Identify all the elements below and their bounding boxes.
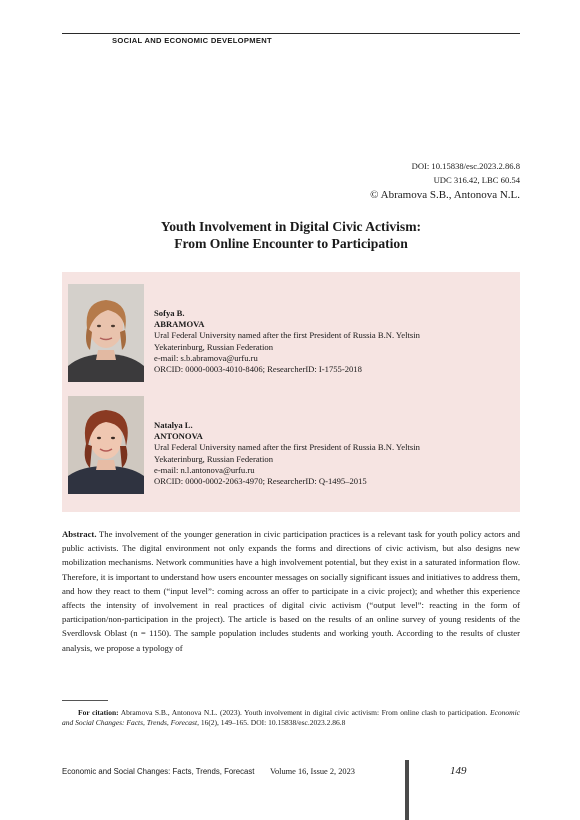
author-photo <box>68 284 144 382</box>
footer-bar <box>405 760 409 820</box>
author-last-name: ABRAMOVA <box>154 319 205 330</box>
author-first-name: Natalya L. <box>154 420 193 430</box>
author-ids: ORCID: 0000-0003-4010-8406; ResearcherID: I-1755-2018 <box>154 364 362 375</box>
author-info <box>154 308 514 375</box>
citation-journal: Economic and Social Changes: Facts, Trends, Forecast <box>62 708 520 728</box>
citation-label: For citation: <box>78 708 119 717</box>
portrait-image <box>68 284 144 382</box>
abstract <box>62 527 520 655</box>
author-email[interactable]: e-mail: s.b.abramova@urfu.ru <box>154 352 258 363</box>
author-first-name: Sofya B. <box>154 308 185 318</box>
footer-volume: Volume 16, Issue 2, 2023 <box>270 767 355 776</box>
author-location: Yekaterinburg, Russian Federation <box>154 453 274 464</box>
page-footer <box>62 767 520 781</box>
page-number: 149 <box>450 765 467 777</box>
doi: DOI: 10.15838/esc.2023.2.86.8 <box>411 161 520 171</box>
abstract-text: The involvement of the younger generation in civic participation practices is a relevant task for youth policy actors and public activists. The digital environment not only expands the forms and directions of civic activism, but also designs new mobilization mechanisms. Network communities have a high involvement potential, but they exist in a saturated information flow. Therefore, it is important to understand how users encounter messages on socially significant issues and initiatives to address them, and how they react to them (“input level”: coming across an offer to participate in a civic project); and whether this experience affects the intensity of involvement in real practices of digital civic activism (“output level”: reacting in the form of participation/non-participation in the project). The article is based on the results of an online survey of young residents of the Sverdlovsk Oblast (n = 1150). The sample population includes students and working youth. According to the results of cluster analysis, we propose a typology of <box>62 529 521 653</box>
author-ids: ORCID: 0000-0002-2063-4970; ResearcherID: Q-1495–2015 <box>154 476 367 487</box>
header-rule <box>62 33 520 34</box>
author-last-name: ANTONOVA <box>154 431 203 442</box>
udc: UDC 316.42, LBC 60.54 <box>433 174 520 185</box>
author-affiliation: Ural Federal University named after the first President of Russia B.N. Yeltsin <box>154 330 420 341</box>
authors-panel <box>62 272 520 512</box>
author-info <box>154 420 514 487</box>
author-photo <box>68 396 144 494</box>
copyright: © Abramova S.B., Antonova N.L. <box>370 189 520 201</box>
section-label: SOCIAL AND ECONOMIC DEVELOPMENT <box>112 36 272 45</box>
abstract-label: Abstract. <box>62 529 97 539</box>
author-affiliation: Ural Federal University named after the first President of Russia B.N. Yeltsin <box>154 442 420 453</box>
citation-details: , 16(2), 149–165. DOI: 10.15838/esc.2023.2.86.8 <box>197 718 346 728</box>
article-title <box>62 218 520 252</box>
footer-journal: Economic and Social Changes: Facts, Trends, Forecast <box>62 767 255 776</box>
footnote-rule <box>62 700 108 701</box>
citation-text: Abramova S.B., Antonova N.L. (2023). Youth involvement in digital civic activism: From online clash to participation. <box>120 708 488 717</box>
portrait-image <box>68 396 144 494</box>
author-location: Yekaterinburg, Russian Federation <box>154 341 274 352</box>
author-email[interactable]: e-mail: n.l.antonova@urfu.ru <box>154 464 255 475</box>
citation <box>62 708 520 729</box>
title-line-1: Youth Involvement in Digital Civic Activism: <box>160 219 422 234</box>
article-identifiers <box>370 160 520 203</box>
title-line-2: From Online Encounter to Participation <box>174 236 408 251</box>
